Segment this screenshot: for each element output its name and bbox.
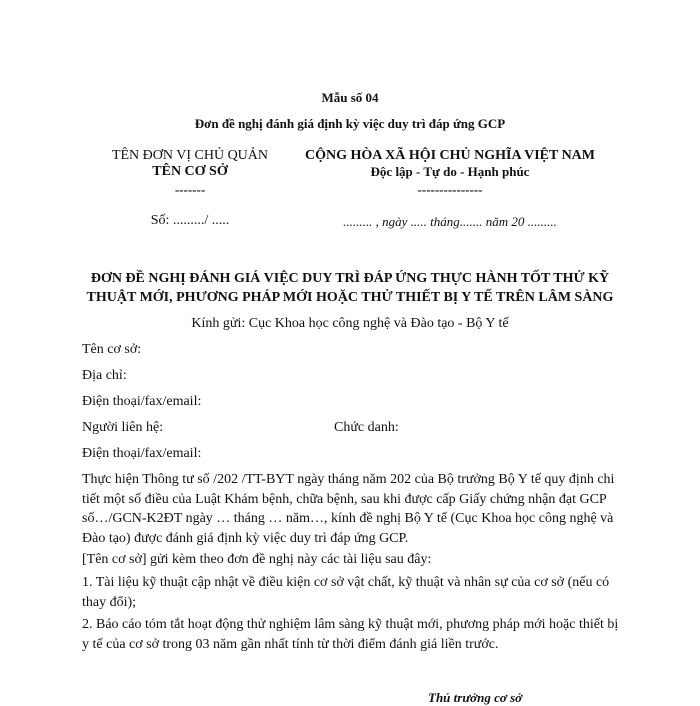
address-field: Địa chỉ: [82, 368, 127, 383]
governing-unit-name: TÊN ĐƠN VỊ CHỦ QUẢN [111, 148, 269, 163]
national-motto: Độc lập - Tự do - Hạnh phúc [370, 164, 530, 179]
facility-name-header: TÊN CƠ SỞ [152, 164, 228, 179]
attachment-item-2: 2. Báo cáo tóm tắt hoạt động thử nghiệm lâm sàng kỹ thuật mới, phương pháp mới hoặc thiết bị y tế của cơ sở trong 03 năm gần nhất tính từ thời điểm đánh giá liền trước. [82, 617, 619, 652]
contact-field-1: Điện thoại/fax/email: [82, 394, 202, 409]
main-title-line1: ĐƠN ĐỀ NGHỊ ĐÁNH GIÁ VIỆC DUY TRÌ ĐÁP ỨNG THỰC HÀNH TỐT THỬ KỸ [90, 271, 610, 286]
form-title: Đơn đề nghị đánh giá định kỳ việc duy trì đáp ứng GCP [194, 116, 506, 131]
contact-person-field: Người liên hệ: [82, 420, 164, 435]
national-title: CỘNG HÒA XÃ HỘI CHỦ NGHĨA VIỆT NAM [304, 148, 595, 163]
attachment-item-1: 1. Tài liệu kỹ thuật cập nhật về điều kiện cơ sở vật chất, kỹ thuật và nhân sự của cơ sở (nếu có thay đổi); [82, 575, 610, 610]
signature-title: Thủ trưởng cơ sở [428, 690, 523, 705]
date-line: ......... , ngày ..... tháng....... năm 20 ......... [343, 214, 557, 229]
right-divider: --------------- [417, 182, 483, 197]
left-divider: ------- [174, 182, 206, 197]
facility-name-field: Tên cơ sở: [82, 342, 142, 357]
main-title-line2: THUẬT MỚI, PHƯƠNG PHÁP MỚI HOẶC THỬ THIẾT BỊ Y TẾ TRÊN LÂM SÀNG [86, 290, 614, 305]
recipient: Kính gửi: Cục Khoa học công nghệ và Đào tạo - Bộ Y tế [191, 316, 509, 331]
form-number: Mẫu số 04 [321, 90, 379, 105]
position-field: Chức danh: [334, 420, 399, 435]
body-paragraph-1: Thực hiện Thông tư số /202 /TT-BYT ngày tháng năm 202 của Bộ trưởng Bộ Y tế quy định chi tiết một số điều của Luật Khám bệnh, chữa bệnh, sau khi được cấp Giấy chứng nhận đạt GCP số…/GCN-K2ĐT ngày … tháng … năm…, kính đề nghị Bộ Y tế (Cục Khoa học công nghệ và Đào tạo) được đánh giá định kỳ việc duy trì đáp ứng GCP. [82, 472, 615, 546]
body-paragraph-2: [Tên cơ sở] gửi kèm theo đơn đề nghị này các tài liệu sau đây: [82, 552, 432, 567]
document-number: Số: ........./ ..... [150, 213, 230, 228]
contact-field-2: Điện thoại/fax/email: [82, 446, 202, 461]
